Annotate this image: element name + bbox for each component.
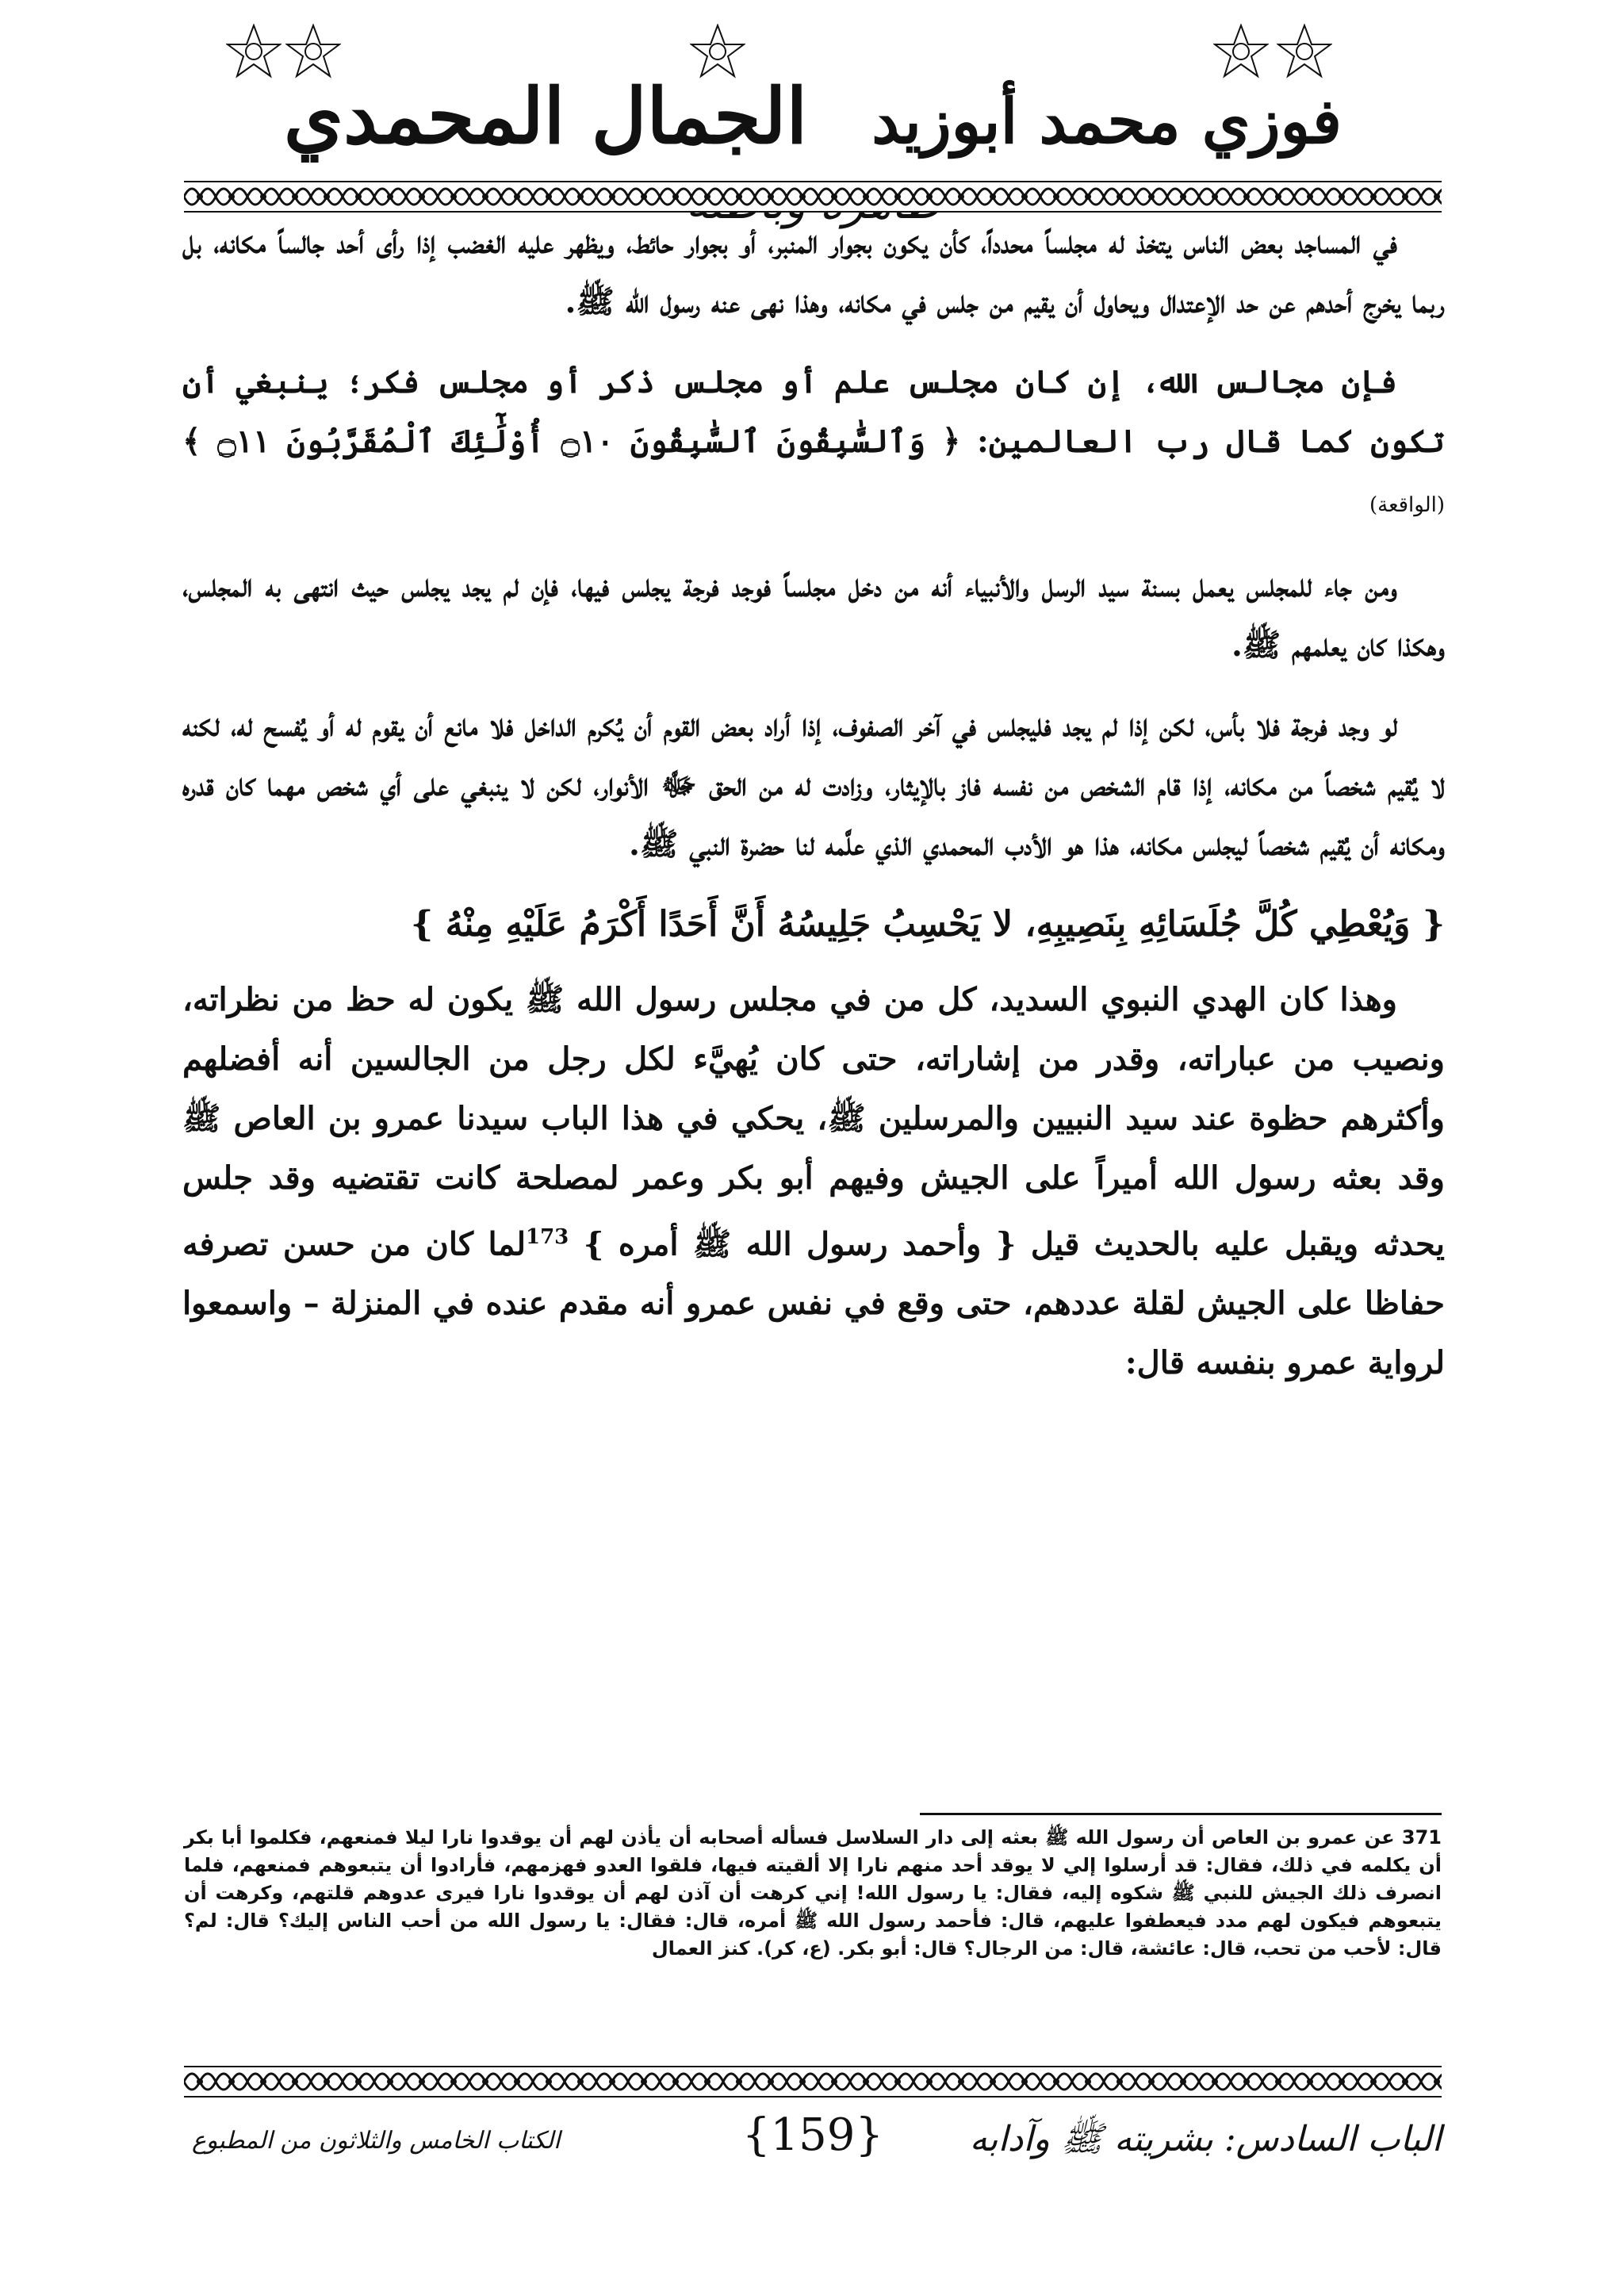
page-footer: [184, 2109, 1442, 2181]
book-title: الجمال المحمدي: [283, 71, 808, 161]
footnote: 371 عن عمرو بن العاص أن رسول الله ﷺ بعثه إلى دار السلاسل فسأله أصحابه أن يأذن لهم أن يوقدوا نارا ليلا فمنعهم، فكلموا أبا بكر أن يكلمه في ذلك، فقال: قد أرسلوا إلي لا يوقد أحد منهم نارا إلا ألقيته فيها، فلقوا العدو فهزمهم، فأرادوا أن يتبعوهم فمنعهم، فلما انصرف ذلك الجيش للنبي ﷺ شكوه إليه، فقال: يا رسول الله! إني كرهت أن آذن لهم أن يوقدوا نارا فيرى عدوهم قلتهم، وكرهت أن يتبعوهم فيكون لهم مدد فيعطفوا عليهم، قال: فأحمد رسول الله ﷺ أمره، قال: فقال: يا رسول الله من أحب الناس إليك؟ قال: لم؟ قال: لأحب من تحب، قال: عائشة، قال: من الرجال؟ قال: أبو بكر. (ع، كر). كنز العمال: [184, 1826, 1442, 1960]
footnote-separator: [920, 1813, 1442, 1815]
section-title: الكتاب الخامس والثلاثون من المطبوع: [192, 2127, 561, 2155]
chapter-title: الباب السادس: بشريته ﷺ وآدابه: [969, 2119, 1442, 2159]
page-header: [182, 71, 1443, 190]
paragraph-2-text: فإن مجالس الله، إن كان مجلس علم أو مجلس ذكر أو مجلس فكر؛ ينبغي أن تكون كما قال رب العالمين:: [182, 363, 1446, 460]
paragraph-5-part1: وهذا كان الهدي النبوي السديد، كل من في مجلس رسول الله ﷺ يكون له حظ من نظراته، ونصيب من عباراته، وقدر من إشاراته، حتى كان يُهيَّء لكل رجل من الجالسين أنه أفضلهم وأكثرهم حظوة عند سيد النبيين والمرسلين ﷺ، يحكي في هذا الباب سيدنا عمرو بن العاص ﷺ وقد بعثه رسول الله أميراً على الجيش وفيهم أبو بكر وعمر لمصلحة كانت تقتضيه وقد جلس يحدثه ويقبل عليه بالحديث قيل: [182, 981, 1446, 1263]
top-ornamental-border: [184, 181, 1442, 213]
paragraph-5-part2: لما كان من حسن تصرفه حفاظا على الجيش لقلة عددهم، حتى وقع في نفس عمرو أنه مقدم عنده في المنزلة – واسمعوا لرواية عمرو بنفسه قال:: [182, 1225, 1445, 1382]
footnote-reference[interactable]: 173: [526, 1225, 569, 1249]
paragraph-3: ومن جاء للمجلس يعمل بسنة سيد الرسل والأنبياء أنه من دخل مجلساً فوجد فرجة يجلس فيها، فإن لم يجد يجلس حيث انتهى به المجلس، وهكذا كان يعلمهم ﷺ.: [182, 567, 1445, 664]
paragraph-1: في المساجد بعض الناس يتخذ له مجلساً محدداً، كأن يكون بجوار المنبر، أو بجوار حائط، ويظهر عليه الغضب إذا رأى أحد جالساً مكانه، بل ربما يخرج أحدهم عن حد الإعتدال ويحاول أن يقيم من جلس في مكانه، وهذا نهى عنه رسول الله ﷺ.: [182, 224, 1445, 320]
main-text: [182, 213, 1445, 1413]
surah-reference: (الواقعة): [1369, 493, 1445, 517]
hadith-quote: { وَيُعْطِي كُلَّ جُلَسَائِهِ بِنَصِيبِهِ، لا يَحْسِبُ جَلِيسُهُ أَنَّ أَحَدًا أَكْرَمُ عَلَيْهِ مِنْهُ }: [411, 904, 1445, 944]
paragraph-4: لو وجد فرجة فلا بأس، لكن إذا لم يجد فليجلس في آخر الصفوف، إذا أراد بعض القوم أن يُكرم الداخل فلا مانع أن يقوم له أو يُفسح له، لكنه لا يُقيم شخصاً من مكانه، إذا قام الشخص من نفسه فاز بالإيثار، وزادت له من الحق ﷻ الأنوار، لكن لا ينبغي على أي شخص مهما كان قدره ومكانه أن يُقيم شخصاً ليجلس مكانه، هذا هو الأدب المحمدي الذي علَّمه لنا حضرة النبي ﷺ.: [182, 707, 1445, 863]
inline-quote: { وأحمد رسول الله ﷺ أمره }: [583, 1225, 1017, 1263]
header-author: فوزي محمد أبوزيد: [871, 86, 1342, 158]
page-number: {159}: [741, 2109, 884, 2161]
paragraph-5: [182, 970, 1445, 1393]
quran-verse: ﴿ وَٱلسَّٰبِقُونَ ٱلسَّٰبِقُونَ ۝١٠ أُوْلَٰٓئِكَ ٱلْمُقَرَّبُونَ ۝١١ ﴾: [182, 423, 961, 460]
paragraph-2: [182, 352, 1445, 535]
bottom-ornamental-border: [184, 2066, 1442, 2098]
